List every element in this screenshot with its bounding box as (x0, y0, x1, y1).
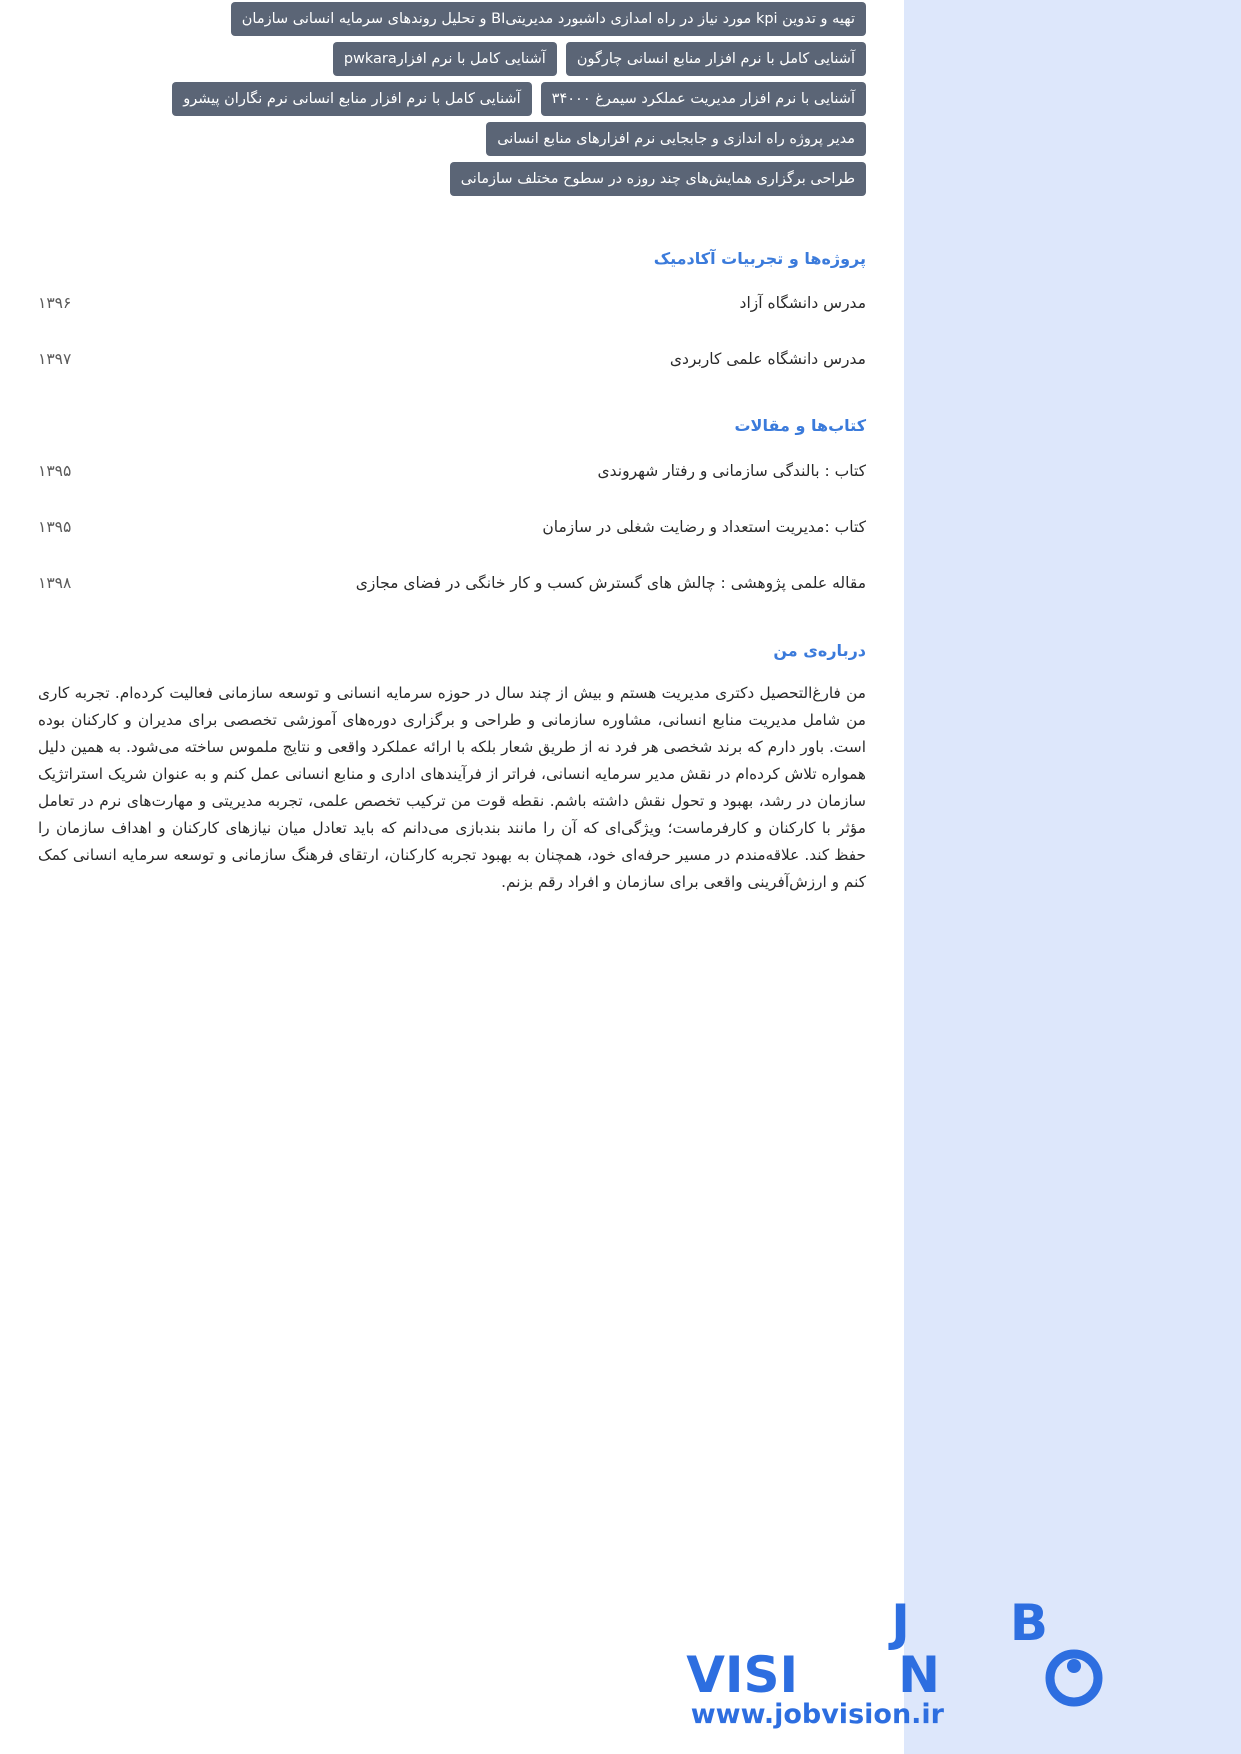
skill-tag: آشنایی کامل با نرم افزار منابع انسانی نرم نگاران پیشرو (172, 82, 531, 116)
book-entry (38, 514, 866, 540)
skill-tag: مدیر پروژه راه اندازی و جابجایی نرم افزارهای منابع انسانی (486, 122, 866, 156)
skill-tag: تهیه و تدوین kpi مورد نیاز در راه امدازی داشبورد مدیریتیBI و تحلیل روندهای سرمایه انسانی سازمان (231, 2, 866, 36)
article-year: ۱۳۹۸ (38, 574, 72, 592)
article-name: مقاله علمی پژوهشی : چالش های گسترش کسب و کار خانگی در فضای مجازی (355, 574, 866, 592)
skill-tag-row (38, 122, 866, 156)
project-name: مدرس دانشگاه علمی کاربردی (669, 350, 866, 368)
book-entry (38, 458, 866, 484)
logo-pupil-icon (1067, 1659, 1081, 1673)
project-year: ۱۳۹۶ (38, 294, 72, 312)
skill-tag: آشنایی با نرم افزار مدیریت عملکرد سیمرغ ۳۴۰۰۰ (541, 82, 866, 116)
books-section-title: کتاب‌ها و مقالات (734, 416, 866, 435)
logo-word-vision: VISI N (686, 1646, 940, 1704)
project-name: مدرس دانشگاه آزاد (739, 294, 866, 312)
skill-tag-row (38, 82, 866, 116)
project-entry (38, 346, 866, 372)
book-year: ۱۳۹۵ (38, 462, 72, 480)
skill-tag: طراحی برگزاری همایش‌های چند روزه در سطوح مختلف سازمانی (450, 162, 866, 196)
skill-tag-row (38, 42, 866, 76)
about-section-title: درباره‌ی من (773, 641, 866, 660)
skill-tag: آشنایی کامل با نرم افزار منابع انسانی چارگون (566, 42, 866, 76)
projects-section-title: پروژه‌ها و تجربیات آکادمیک (653, 249, 866, 268)
logo-url: www.jobvision.ir (690, 1699, 944, 1730)
skill-tag: آشنایی کامل با نرم افزارpwkara (333, 42, 557, 76)
book-year: ۱۳۹۵ (38, 518, 72, 536)
article-entry (38, 570, 866, 596)
jobvision-logo (686, 1594, 1205, 1730)
book-name: کتاب : بالندگی سازمانی و رفتار شهروندی (597, 462, 866, 480)
logo-word-job: J B (891, 1594, 1048, 1652)
resume-main-column (38, 0, 866, 1754)
about-text: من فارغ‌التحصیل دکتری مدیریت هستم و بیش از چند سال در حوزه سرمایه انسانی و توسعه سازمانی فعالیت کرده‌ام. تجربه کاری من شامل مدیریت منابع انسانی، مشاوره سازمانی و طراحی و برگزاری دوره‌های آموزشی تخصصی برای مدیران و کارکنان بوده است. باور دارم که برند شخصی هر فرد نه از طریق شعار بلکه با ارائه عملکرد واقعی و نتایج ملموس ساخته می‌شود. به همین دلیل همواره تلاش کرده‌ام در نقش مدیر سرمایه انسانی، فراتر از فرآیندهای اداری و منابع انسانی عمل کنم و به عنوان شریک استراتژیک سازمان در رشد، بهبود و تحول نقش داشته باشم. نقطه قوت من ترکیب تخصص علمی، تجربه مدیریتی و مهارت‌های نرم در تعامل مؤثر با کارکنان و کارفرماست؛ ویژگی‌ای که آن را مانند بندبازی می‌دانم که باید تعادل میان نیازهای کارکنان و اهداف سازمان را حفظ کند. علاقه‌مندم در مسیر حرفه‌ای خود، همچنان به بهبود تجربه کارکنان، ارتقای فرهنگ سازمانی و توسعه سرمایه انسانی کمک کنم و ارزش‌آفرینی واقعی برای سازمان و افراد رقم بزنم. (38, 684, 866, 891)
project-year: ۱۳۹۷ (38, 350, 72, 368)
project-entry (38, 290, 866, 316)
skill-tags (38, 2, 866, 202)
sidebar-panel (904, 0, 1241, 1754)
skill-tag-row (38, 162, 866, 196)
skill-tag-row (38, 2, 866, 36)
book-name: کتاب :مدیریت استعداد و رضایت شغلی در سازمان (542, 518, 866, 536)
